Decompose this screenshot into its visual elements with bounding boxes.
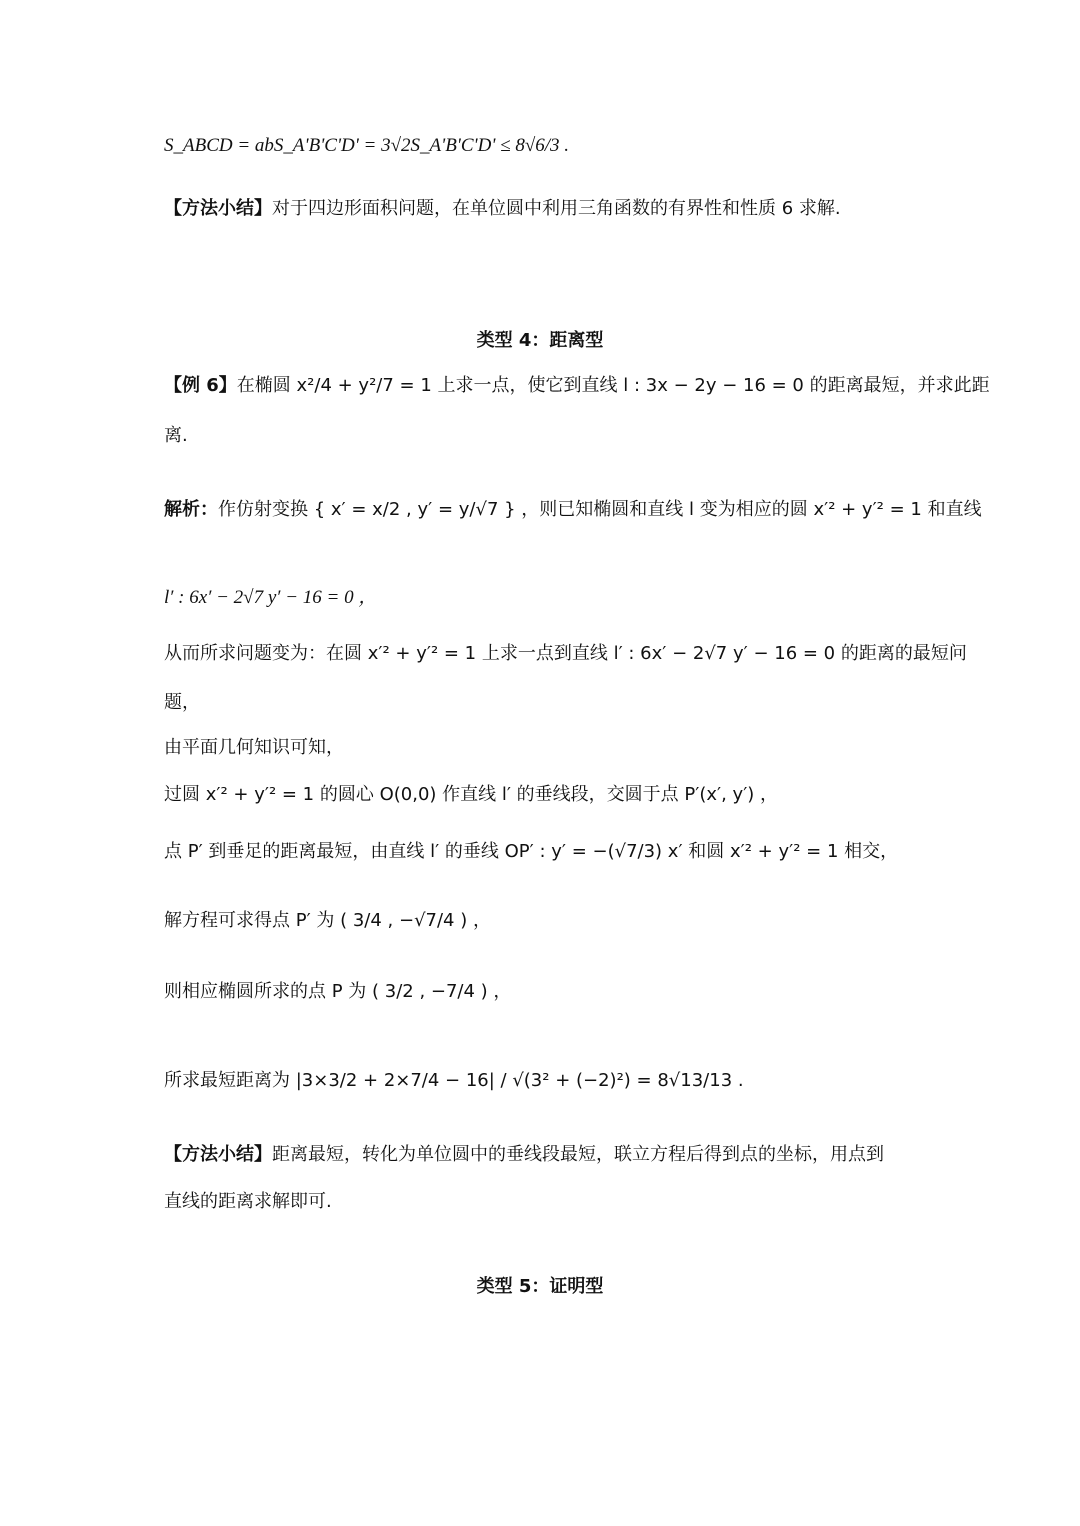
- example-tag: 【例 6】: [164, 375, 237, 396]
- plane-geometry: 由平面几何知识可知，: [164, 737, 344, 758]
- example-6-cont: 离.: [164, 425, 188, 446]
- shortest-distance: 点 P′ 到垂足的距离最短，由直线 l′ 的垂线 OP′ : y′ = −(√7/3) x′ 和圆 x′² + y′² = 1 相交，: [164, 841, 899, 862]
- solution-line: [164, 499, 982, 521]
- line-l-prime: l′ : 6x′ − 2√7 y′ − 16 = 0 ，: [164, 587, 378, 608]
- solution-text: 作仿射变换 { x′ = x/2 , y′ = y/√7 } ，则已知椭圆和直线 l 变为相应的圆 x′² + y′² = 1 和直线: [218, 499, 982, 520]
- summary-text: 距离最短，转化为单位圆中的垂线段最短，联立方程后得到点的坐标，用点到: [272, 1144, 884, 1165]
- method-summary-2: [164, 1144, 884, 1166]
- type-5-heading: 类型 5：证明型: [476, 1276, 604, 1297]
- example-text: 在椭圆 x²/4 + y²/7 = 1 上求一点，使它到直线 l : 3x − 2y − 16 = 0 的距离最短，并求此距: [236, 375, 990, 396]
- method-summary-2-cont: 直线的距离求解即可.: [164, 1191, 332, 1212]
- problem-becomes-cont: 题，: [164, 692, 200, 713]
- example-6: [164, 375, 990, 397]
- min-distance: 所求最短距离为 |3×3/2 + 2×7/4 − 16| / √(3² + (−2)²) = 8√13/13 .: [164, 1070, 744, 1091]
- formula-area: S_ABCD = abS_A'B'C'D' = 3√2S_A'B'C'D' ≤ 8√6/3 .: [164, 135, 570, 156]
- perpendicular-segment: 过圆 x′² + y′² = 1 的圆心 O(0,0) 作直线 l′ 的垂线段，交圆于点 P′(x′, y′) ，: [164, 784, 779, 805]
- summary-text: 对于四边形面积问题，在单位圆中利用三角函数的有界性和性质 6 求解.: [272, 198, 841, 219]
- problem-becomes: 从而所求问题变为：在圆 x′² + y′² = 1 上求一点到直线 l′ : 6x′ − 2√7 y′ − 16 = 0 的距离的最短问: [164, 643, 967, 664]
- solution-tag: 解析：: [164, 499, 218, 520]
- summary-tag: 【方法小结】: [164, 1144, 272, 1165]
- type-4-heading: 类型 4：距离型: [476, 330, 604, 351]
- point-p: 则相应椭圆所求的点 P 为 ( 3/2 , −7/4 ) ，: [164, 981, 512, 1002]
- method-summary-1: [164, 198, 841, 220]
- summary-tag: 【方法小结】: [164, 198, 272, 219]
- solve-p-prime: 解方程可求得点 P′ 为 ( 3/4 , −√7/4 ) ，: [164, 910, 491, 931]
